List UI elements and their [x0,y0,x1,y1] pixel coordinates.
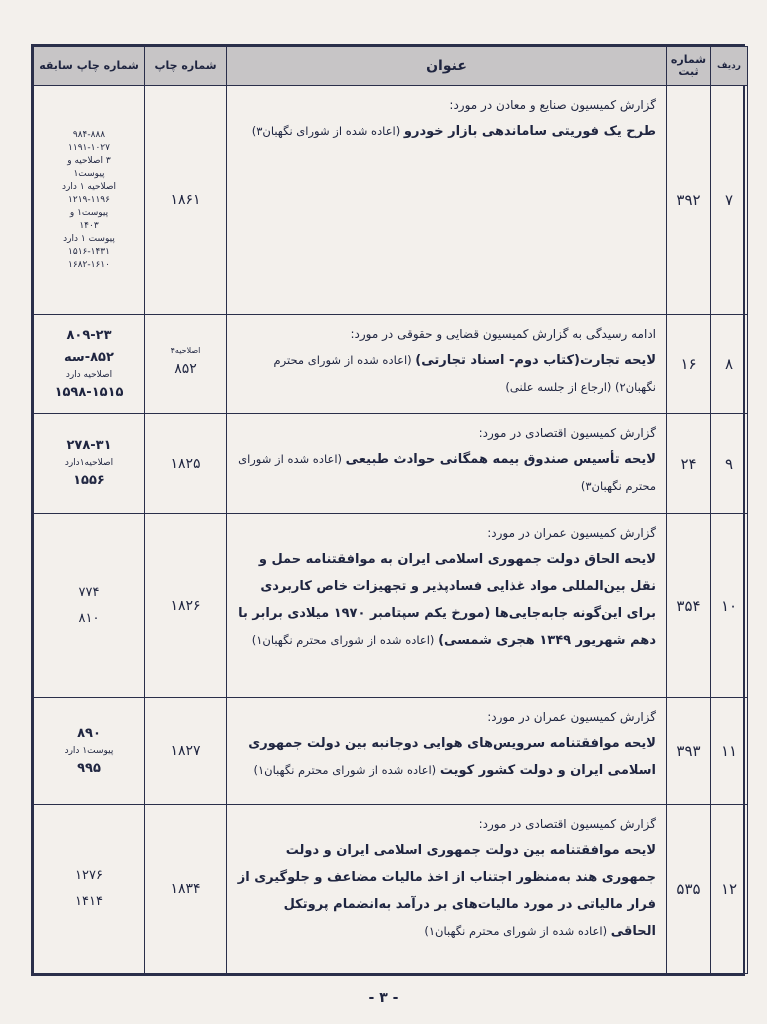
title-cell [227,513,667,698]
header-registration-number: شماره ثبت [667,47,711,86]
previous-print-cell [34,805,145,974]
title-cell [227,805,667,974]
previous-print-entry: ۸۰۹-۲۳ [66,327,112,343]
previous-print-entry: ۱۴۰۳ [79,220,99,231]
previous-print-entry: اصلاحیه دارد [65,369,113,380]
print-number-value: ۱۸۶۱ [170,192,201,208]
previous-print-cell [34,513,145,698]
previous-print-entry: ۱۵۱۶-۱۴۳۱ [68,246,110,257]
previous-print-entry: ۱۲۱۹-۱۱۹۶ [68,194,110,205]
previous-print-entry: ۱۴۱۴ [75,894,103,910]
print-number-cell [145,805,227,974]
report-intro-text: گزارش کمیسیون اقتصادی در مورد: [478,817,656,832]
print-number-value: ۱۸۲۵ [170,455,201,472]
previous-print-entry: ۱۲۷۶ [75,868,103,884]
table-row [34,86,748,315]
previous-print-entry: ۱۵۵۶ [73,473,105,489]
previous-print-entry: ۹۸۴-۸۸۸ [72,129,106,140]
registration-number-cell: ۳۵۴ [667,513,711,698]
bill-status-note: (اعاده شده از شورای نگهبان۳) [251,124,404,138]
table-header-row [34,47,748,86]
table-row [34,698,748,805]
previous-print-entry: پیوست۱ [73,168,105,179]
print-number-cell [145,698,227,805]
previous-print-entry: ۸۱۰ [78,610,100,626]
previous-print-cell [34,698,145,805]
title-cell [227,86,667,315]
row-number-cell: ۸ [711,315,748,414]
row-number-cell: ۱۲ [711,805,748,974]
bill-title-text: لایحه تأسیس صندوق بیمه همگانی حوادث طبیعی [345,452,656,468]
registration-number-cell: ۳۹۳ [667,698,711,805]
report-intro-text: گزارش کمیسیون صنایع و معادن در مورد: [449,98,656,112]
previous-print-entry: پیوست ۱ دارد [63,233,115,244]
bill-status-note: (اعاده شده از شورای محترم نگهبان۱) [424,924,611,939]
report-intro-text: گزارش کمیسیون اقتصادی در مورد: [478,426,656,441]
registration-number-cell: ۱۶ [667,315,711,414]
table-row [34,513,748,698]
bill-title-text: لایحه تجارت(کتاب دوم- اسناد تجارتی) [415,353,656,369]
bill-title-text: لایحه موافقتنامه سرویس‌های هوایی دوجانبه بین دولت جمهوری اسلامی ایران و دولت کشور کویت [248,736,656,779]
row-number-cell: ۱۰ [711,513,748,698]
previous-print-entry: ۲۷۸-۳۱ [66,438,112,454]
bill-title-text: طرح یک فوریتی ساماندهی بازار خودرو [403,124,656,139]
row-number-cell: ۷ [711,86,748,315]
previous-print-entry: ۸۵۲-سه [64,349,114,365]
registration-number-cell: ۵۳۵ [667,805,711,974]
title-cell [227,698,667,805]
bill-title-text: لایحه موافقتنامه بین دولت جمهوری اسلامی ایران و دولت جمهوری هند به‌منظور اجتناب از اخذ مالیات مضاعف و جلوگیری از فرار مالیاتی در مورد مالیات‌های بر درآمد به‌انضمام پروتکل الحاقی [237,843,656,940]
row-number-cell: ۱۱ [711,698,748,805]
previous-print-entry: ۸۹۰ [77,725,101,741]
bill-title-text: لایحه الحاق دولت جمهوری اسلامی ایران به موافقتنامه حمل و نقل بین‌المللی مواد غذایی فسادپذیر و تجهیزات خاص کاربردی برای این‌گونه جابه‌جایی‌ها (مورخ یکم سپتامبر ۱۹۷۰ میلادی برابر با دهم شهریور ۱۳۴۹ هجری شمسی) [238,551,656,648]
report-intro-text: گزارش کمیسیون عمران در مورد: [487,525,656,540]
previous-print-cell [34,86,145,315]
print-number-value: ۱۸۲۶ [170,597,201,614]
header-print-number: شماره چاپ [145,47,227,86]
print-number-value: ۱۸۳۴ [170,881,201,898]
previous-print-entry: ۱۵۹۸-۱۵۱۵ [54,384,124,400]
registration-number-cell: ۳۹۲ [667,86,711,315]
bill-status-note: (اعاده شده از شورای محترم نگهبان۳) [238,452,656,494]
bill-status-note: (اعاده شده از شورای محترم نگهبان۲) (ارجاع از جلسه علنی) [273,353,656,395]
bill-status-note: (اعاده شده از شورای محترم نگهبان۱) [253,763,440,778]
agenda-table-frame [31,44,745,976]
registration-number-cell: ۲۴ [667,414,711,513]
report-intro-text: ادامه رسیدگی به گزارش کمیسیون قضایی و حقوقی در مورد: [350,327,656,342]
table-row [34,414,748,513]
previous-print-entry: اصلاحیه ۱ دارد [61,181,117,192]
agenda-table [33,46,748,974]
previous-print-entry: ۷۷۴ [78,584,100,600]
title-cell [227,315,667,414]
previous-print-entry: ۱۱۹۱-۱۰۲۷ [68,142,110,153]
previous-print-cell [34,414,145,513]
previous-print-entry: ۱۶۸۲-۱۶۱۰ [68,259,110,270]
print-amendment-note: اصلاحیه۴ [170,346,201,356]
print-number-cell [145,513,227,698]
title-cell [227,414,667,513]
header-previous-print-number: شماره چاپ سابقه [34,47,145,86]
row-number-cell: ۹ [711,414,748,513]
print-number-cell [145,315,227,414]
table-row [34,805,748,974]
previous-print-entry: پیوست۱ و [69,207,109,218]
print-number-cell [145,414,227,513]
bill-status-note: (اعاده شده از شورای محترم نگهبان۱) [251,632,439,647]
report-intro-text: گزارش کمیسیون عمران در مورد: [487,710,656,725]
print-number-cell [145,86,227,315]
header-row-number: ردیف [711,47,748,86]
previous-print-entry: ۹۹۵ [77,760,101,776]
print-number-value: ۱۸۲۷ [170,743,201,760]
header-title: عنوان [227,47,667,86]
previous-print-entry: پیوست۱ دارد [64,745,114,756]
previous-print-cell [34,315,145,414]
previous-print-entry: اصلاحیه۱دارد [64,458,114,469]
previous-print-entry: ۳ اصلاحیه و [67,155,111,166]
print-number-value: ۸۵۲ [174,361,197,378]
table-row [34,315,748,414]
page-number: - ۳ - [368,990,399,1006]
